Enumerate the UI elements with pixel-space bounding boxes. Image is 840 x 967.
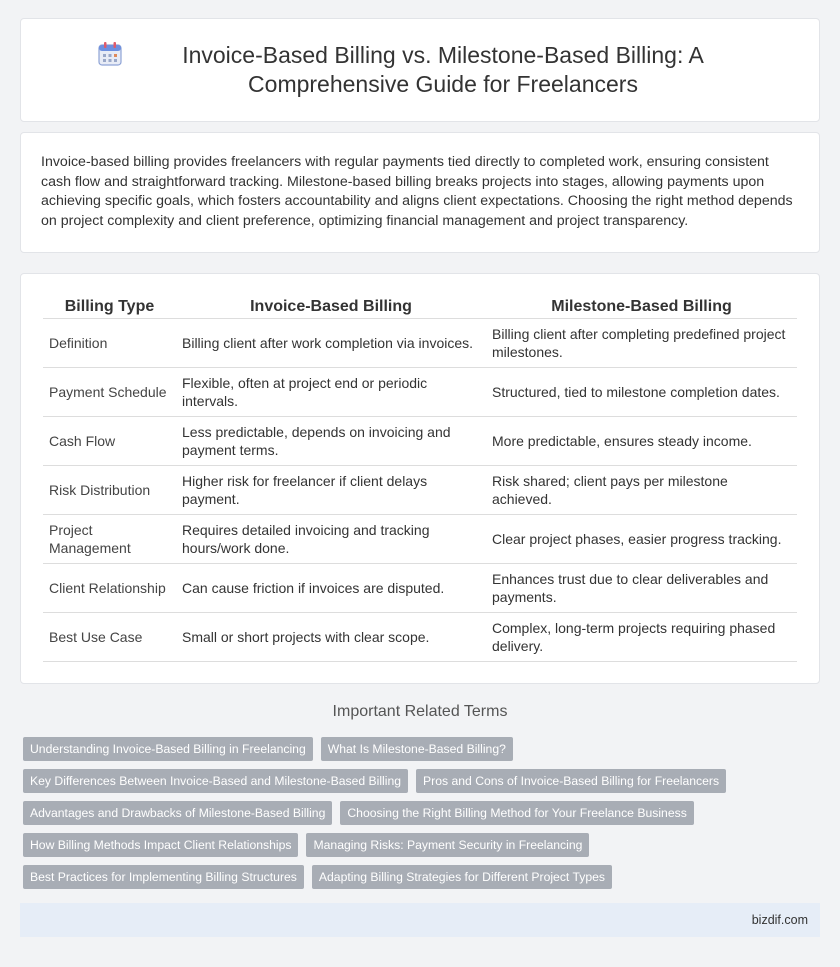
related-term-tag[interactable]: Adapting Billing Strategies for Different Project Types — [312, 865, 612, 889]
table-row — [43, 319, 797, 368]
milestone-cell: Enhances trust due to clear deliverables and payments. — [486, 564, 797, 613]
comparison-table-card — [20, 273, 820, 684]
table-row — [43, 515, 797, 564]
related-terms-tags — [23, 737, 823, 897]
milestone-cell: Billing client after completing predefined project milestones. — [486, 319, 797, 368]
table-row — [43, 466, 797, 515]
row-type-cell: Cash Flow — [43, 417, 176, 466]
invoice-cell: Can cause friction if invoices are disputed. — [176, 564, 486, 613]
intro-paragraph: Invoice-based billing provides freelancers with regular payments tied directly to completed work, ensuring consistent cash flow and straightforward tracking. Milestone-based billing breaks projects into stages, allowing payments upon achieving specific goals, which fosters accountability and aligns client expectations. Choosing the right method depends on project complexity and client preference, optimizing financial management and project transparency. — [41, 154, 793, 229]
milestone-cell: Complex, long-term projects requiring phased delivery. — [486, 613, 797, 662]
related-term-tag[interactable]: Key Differences Between Invoice-Based and Milestone-Based Billing — [23, 769, 408, 793]
footer-site-link[interactable]: bizdif.com — [751, 913, 808, 927]
tag-row — [23, 737, 823, 761]
page-title: Invoice-Based Billing vs. Milestone-Based Billing: A Comprehensive Guide for Freelancers — [182, 42, 704, 97]
related-term-tag[interactable]: How Billing Methods Impact Client Relationships — [23, 833, 298, 857]
related-terms-heading: Important Related Terms — [332, 703, 508, 720]
related-term-tag[interactable]: What Is Milestone-Based Billing? — [321, 737, 513, 761]
table-row — [43, 613, 797, 662]
row-type-cell: Definition — [43, 319, 176, 368]
column-header-invoice: Invoice-Based Billing — [176, 294, 486, 319]
row-type-cell: Project Management — [43, 515, 176, 564]
header-card — [20, 18, 820, 122]
table-row — [43, 368, 797, 417]
column-header-billing-type: Billing Type — [43, 294, 176, 319]
column-header-milestone: Milestone-Based Billing — [486, 294, 797, 319]
comparison-table — [43, 294, 797, 662]
table-row — [43, 564, 797, 613]
calendar-icon — [97, 41, 123, 67]
milestone-cell: Clear project phases, easier progress tracking. — [486, 515, 797, 564]
invoice-cell: Higher risk for freelancer if client delays payment. — [176, 466, 486, 515]
tag-row — [23, 865, 823, 889]
related-term-tag[interactable]: Best Practices for Implementing Billing Structures — [23, 865, 304, 889]
table-row — [43, 417, 797, 466]
title-wrap — [57, 41, 783, 99]
tag-row — [23, 769, 823, 793]
invoice-cell: Billing client after work completion via invoices. — [176, 319, 486, 368]
related-term-tag[interactable]: Managing Risks: Payment Security in Freelancing — [306, 833, 589, 857]
invoice-cell: Small or short projects with clear scope. — [176, 613, 486, 662]
tag-row — [23, 833, 823, 857]
intro-card — [20, 132, 820, 253]
milestone-cell: Risk shared; client pays per milestone achieved. — [486, 466, 797, 515]
table-header-row — [43, 294, 797, 319]
related-term-tag[interactable]: Understanding Invoice-Based Billing in Freelancing — [23, 737, 313, 761]
milestone-cell: Structured, tied to milestone completion dates. — [486, 368, 797, 417]
row-type-cell: Client Relationship — [43, 564, 176, 613]
row-type-cell: Risk Distribution — [43, 466, 176, 515]
related-term-tag[interactable]: Pros and Cons of Invoice-Based Billing for Freelancers — [416, 769, 726, 793]
row-type-cell: Best Use Case — [43, 613, 176, 662]
invoice-cell: Flexible, often at project end or periodic intervals. — [176, 368, 486, 417]
related-term-tag[interactable]: Advantages and Drawbacks of Milestone-Based Billing — [23, 801, 332, 825]
related-term-tag[interactable]: Choosing the Right Billing Method for Your Freelance Business — [340, 801, 693, 825]
footer — [20, 903, 820, 937]
invoice-cell: Requires detailed invoicing and tracking hours/work done. — [176, 515, 486, 564]
invoice-cell: Less predictable, depends on invoicing and payment terms. — [176, 417, 486, 466]
row-type-cell: Payment Schedule — [43, 368, 176, 417]
milestone-cell: More predictable, ensures steady income. — [486, 417, 797, 466]
tag-row — [23, 801, 823, 825]
